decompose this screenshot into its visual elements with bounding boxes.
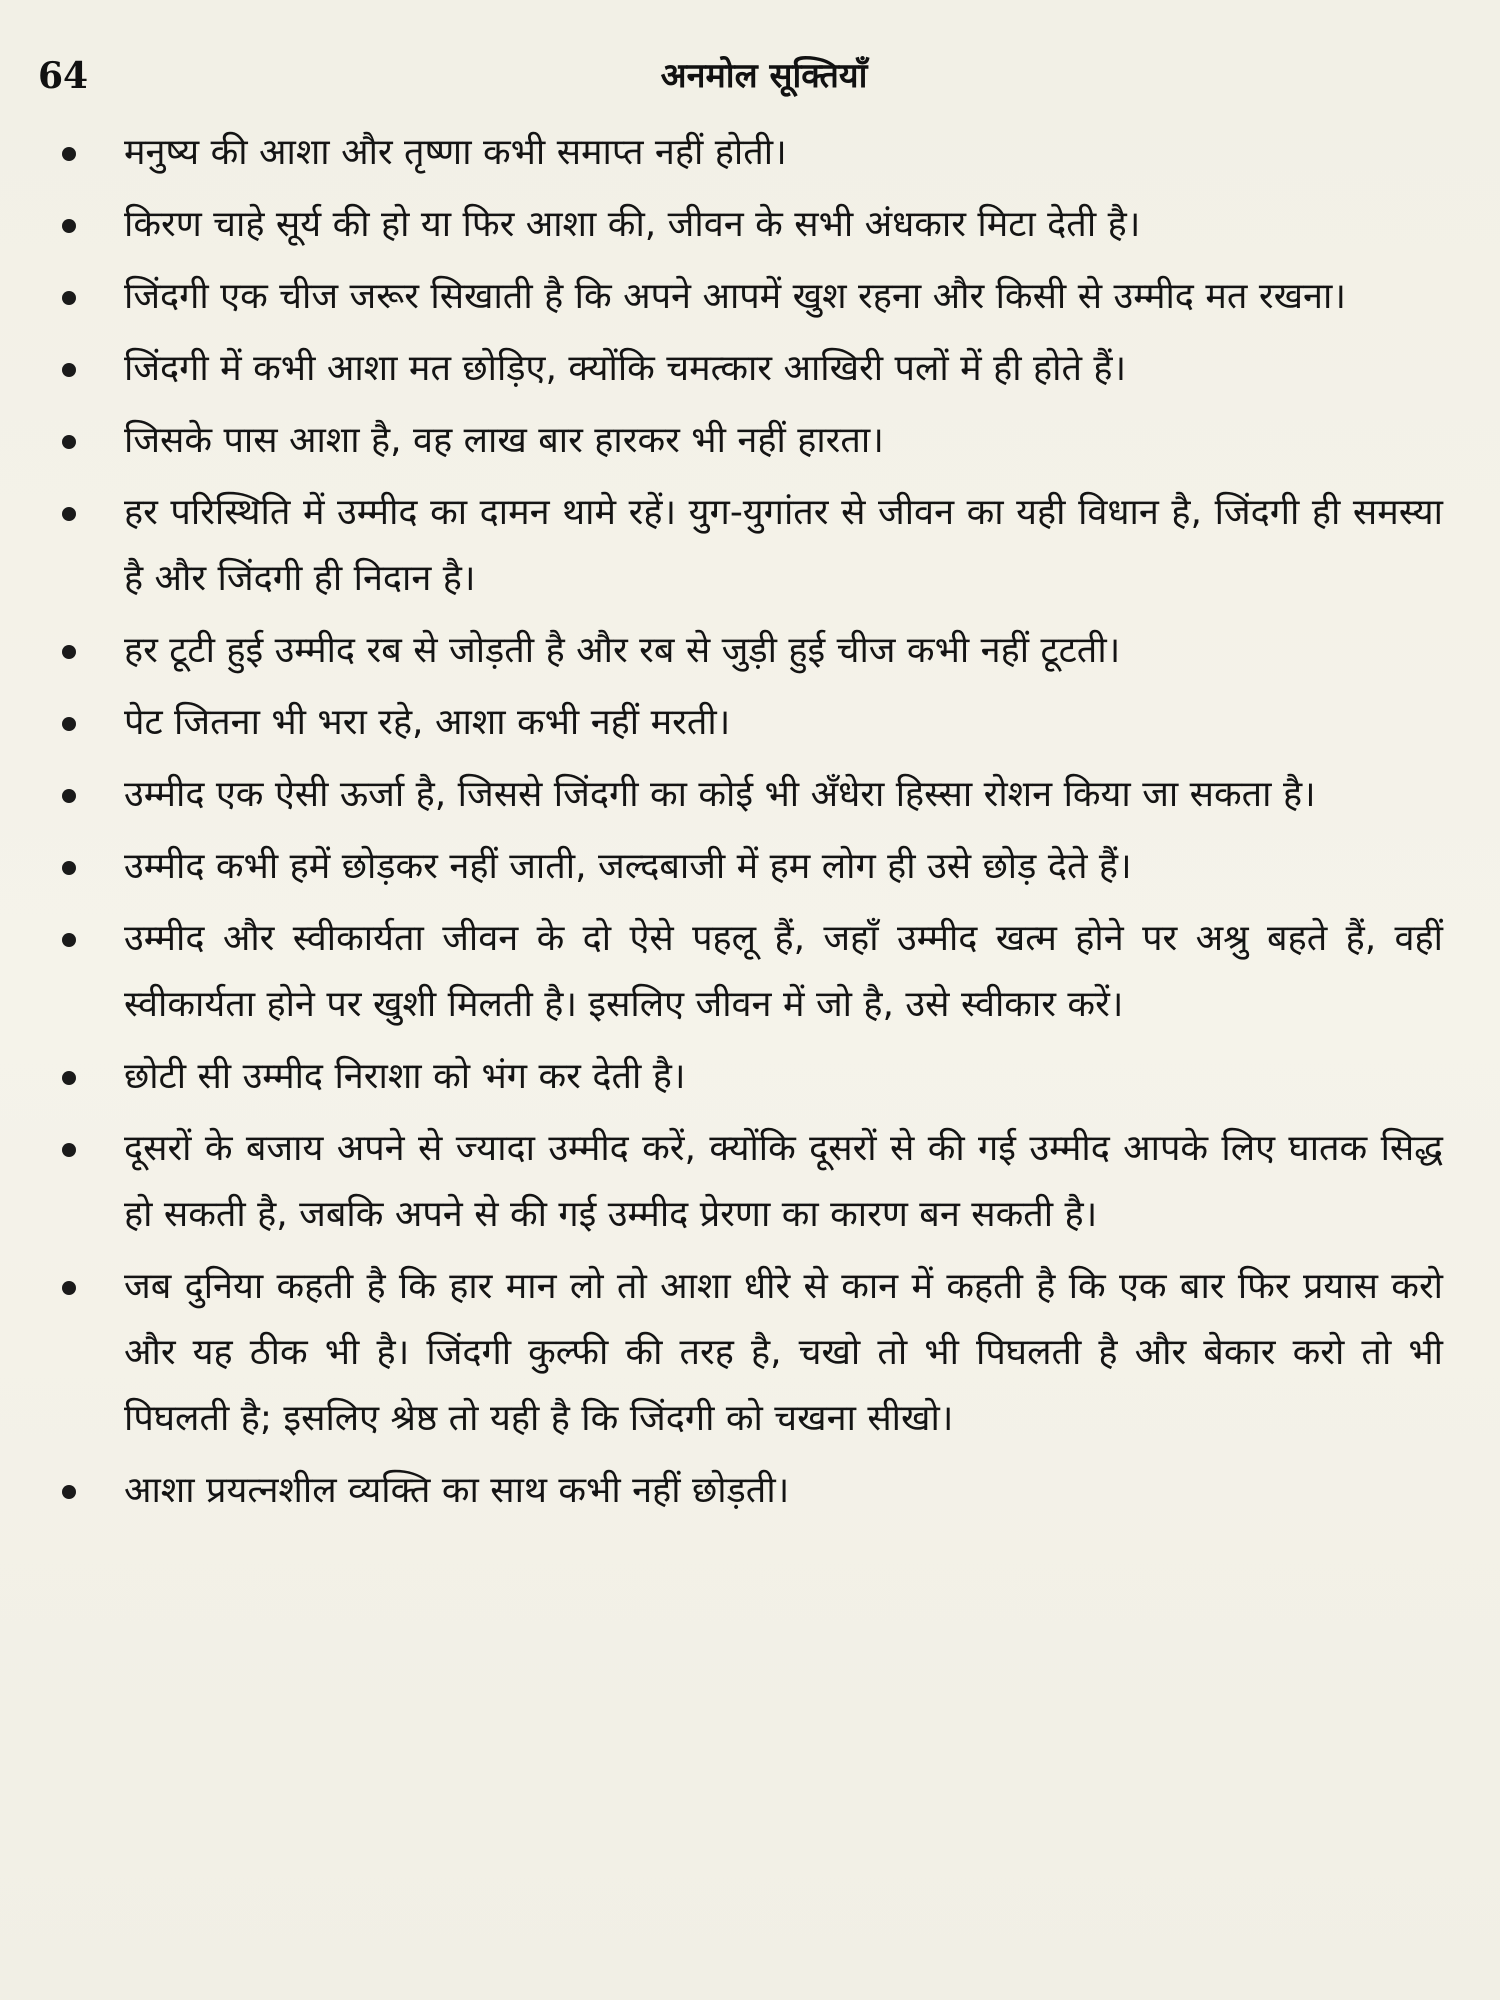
quote-item — [58, 408, 1443, 474]
quote-item — [58, 1116, 1443, 1248]
quote-item — [58, 264, 1443, 330]
page-number: 64 — [38, 55, 89, 97]
bullet-icon — [62, 1485, 76, 1499]
bullet-icon — [62, 219, 76, 233]
quote-text: उम्मीद एक ऐसी ऊर्जा है, जिससे जिंदगी का कोई भी अँधेरा हिस्सा रोशन किया जा सकता है। — [124, 774, 1316, 815]
bullet-icon — [62, 1143, 76, 1157]
quote-item — [58, 906, 1443, 1038]
quote-text: हर परिस्थिति में उम्मीद का दामन थामे रहें। युग-युगांतर से जीवन का यही विधान है, जिंदगी ही समस्या है और जिंदगी ही निदान है। — [124, 492, 1443, 599]
quote-text: जब दुनिया कहती है कि हार मान लो तो आशा धीरे से कान में कहती है कि एक बार फिर प्रयास करो और यह ठीक भी है। जिंदगी कुल्फी की तरह है, चखो तो भी पिघलती है और बेकार करो तो भी पिघलती है; इसलिए श्रेष्ठ तो यही है कि जिंदगी को चखना सीखो। — [124, 1266, 1443, 1439]
quote-text: आशा प्रयत्नशील व्यक्ति का साथ कभी नहीं छोड़ती। — [124, 1470, 790, 1511]
quote-item — [58, 762, 1443, 828]
bullet-icon — [62, 861, 76, 875]
quote-item — [58, 690, 1443, 756]
page-header — [38, 46, 1460, 106]
quote-text: मनुष्य की आशा और तृष्णा कभी समाप्त नहीं होती। — [124, 132, 787, 173]
quote-item — [58, 618, 1443, 684]
quote-text: जिंदगी में कभी आशा मत छोड़िए, क्योंकि चमत्कार आखिरी पलों में ही होते हैं। — [124, 348, 1127, 389]
quote-list — [58, 120, 1443, 1530]
bullet-icon — [62, 507, 76, 521]
bullet-icon — [62, 147, 76, 161]
quote-item — [58, 1458, 1443, 1524]
quote-text: उम्मीद कभी हमें छोड़कर नहीं जाती, जल्दबाजी में हम लोग ही उसे छोड़ देते हैं। — [124, 846, 1132, 887]
quote-item — [58, 336, 1443, 402]
bullet-icon — [62, 435, 76, 449]
bullet-icon — [62, 291, 76, 305]
quote-item — [58, 834, 1443, 900]
bullet-icon — [62, 789, 76, 803]
quote-text: जिंदगी एक चीज जरूर सिखाती है कि अपने आपमें खुश रहना और किसी से उम्मीद मत रखना। — [124, 276, 1346, 317]
bullet-icon — [62, 717, 76, 731]
quote-item — [58, 1044, 1443, 1110]
quote-item — [58, 480, 1443, 612]
quote-text: दूसरों के बजाय अपने से ज्यादा उम्मीद करें, क्योंकि दूसरों से की गई उम्मीद आपके लिए घातक सिद्ध हो सकती है, जबकि अपने से की गई उम्मीद प्रेरणा का कारण बन सकती है। — [124, 1128, 1443, 1235]
quote-text: उम्मीद और स्वीकार्यता जीवन के दो ऐसे पहलू हैं, जहाँ उम्मीद खत्म होने पर अश्रु बहते हैं, वहीं स्वीकार्यता होने पर खुशी मिलती है। इसलिए जीवन में जो है, उसे स्वीकार करें। — [124, 918, 1443, 1025]
bullet-icon — [62, 645, 76, 659]
running-title: अनमोल सूक्तियाँ — [660, 56, 868, 96]
quote-text: हर टूटी हुई उम्मीद रब से जोड़ती है और रब से जुड़ी हुई चीज कभी नहीं टूटती। — [124, 630, 1121, 671]
quote-item — [58, 120, 1443, 186]
bullet-icon — [62, 363, 76, 377]
quote-item — [58, 192, 1443, 258]
quote-text: किरण चाहे सूर्य की हो या फिर आशा की, जीवन के सभी अंधकार मिटा देती है। — [124, 204, 1141, 245]
quote-item — [58, 1254, 1443, 1452]
quote-text: छोटी सी उम्मीद निराशा को भंग कर देती है। — [124, 1056, 686, 1097]
bullet-icon — [62, 933, 76, 947]
quote-text: जिसके पास आशा है, वह लाख बार हारकर भी नहीं हारता। — [124, 420, 884, 461]
quote-text: पेट जितना भी भरा रहे, आशा कभी नहीं मरती। — [124, 702, 731, 743]
bullet-icon — [62, 1281, 76, 1295]
bullet-icon — [62, 1071, 76, 1085]
